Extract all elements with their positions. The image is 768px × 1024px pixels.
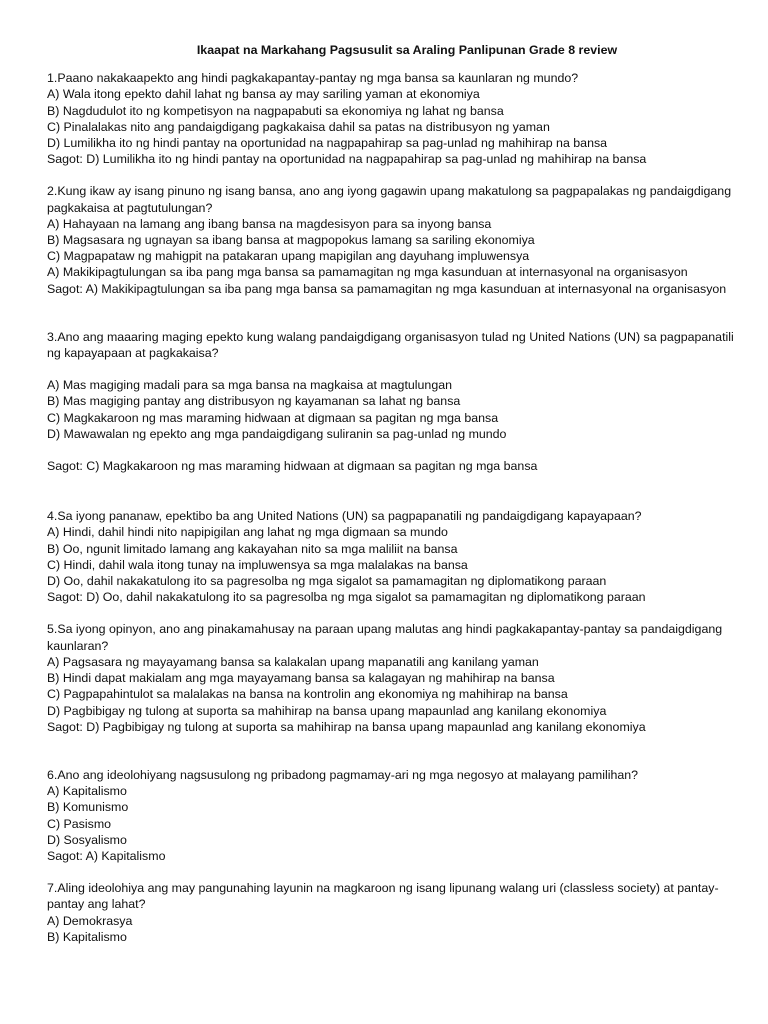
question-2 [47,183,747,296]
choice-d: D) Mawawalan ng epekto ang mga pandaigdigang suliranin sa pag-unlad ng mundo [47,426,507,441]
answer-line: Sagot: D) Pagbibigay ng tulong at suporta sa mahihirap na bansa upang mapaunlad ang kanilang ekonomiya [47,719,646,734]
question-stem: 4.Sa iyong pananaw, epektibo ba ang United Nations (UN) sa pagpapanatili ng pandaigdigang kapayapaan? [47,509,642,524]
choice-d: D) Lumilikha ito ng hindi pantay na oportunidad na nagpapahirap sa pag-unlad ng mahihirap na bansa [47,136,608,151]
question-stem: 2.Kung ikaw ay isang pinuno ng isang bansa, ano ang iyong gagawin upang makatulong sa pagpapalakas ng pandaigdigang pagkakaisa at pagtutulungan? [47,184,732,215]
answer-line: Sagot: C) Magkakaroon ng mas maraming hidwaan at digmaan sa pagitan ng mga bansa [47,459,538,474]
choice-b: B) Nagdudulot ito ng kompetisyon na nagpapabuti sa ekonomiya ng lahat ng bansa [47,103,504,118]
choice-c: C) Pinalalakas nito ang pandaigdigang pagkakaisa dahil sa patas na distribusyon ng yaman [47,119,550,134]
choice-a: A) Hahayaan na lamang ang ibang bansa na magdesisyon para sa inyong bansa [47,216,492,231]
question-stem: 6.Ano ang ideolohiyang nagsusulong ng pribadong pagmamay-ari ng mga negosyo at malayang pamilihan? [47,767,639,782]
choice-b: B) Oo, ngunit limitado lamang ang kakayahan nito sa mga maliliit na bansa [47,541,458,556]
choice-c: C) Magpapataw ng mahigpit na patakaran upang mapigilan ang dayuhang impluwensya [47,249,530,264]
question-7 [47,880,747,945]
answer-line: Sagot: A) Kapitalismo [47,848,166,863]
choice-d: D) Oo, dahil nakakatulong ito sa pagresolba ng mga sigalot sa pamamagitan ng diplomatikong paraan [47,574,607,589]
answer-line: Sagot: D) Oo, dahil nakakatulong ito sa pagresolba ng mga sigalot sa pamamagitan ng diplomatikong paraan [47,590,646,605]
choice-a: A) Mas magiging madali para sa mga bansa na magkaisa at magtulungan [47,378,452,393]
choice-a: A) Demokrasya [47,913,133,928]
question-3 [47,329,747,474]
question-stem: 7.Aling ideolohiya ang may pangunahing layunin na magkaroon ng isang lipunang walang uri (classless society) at pantay-pantay ang lahat? [47,881,719,912]
question-5 [47,621,747,734]
choice-d: A) Makikipagtulungan sa iba pang mga bansa sa pamamagitan ng mga kasunduan at internasyonal na organisasyon [47,265,688,280]
choice-b: B) Komunismo [47,800,129,815]
question-1 [47,70,747,167]
question-stem: 3.Ano ang maaaring maging epekto kung walang pandaigdigang organisasyon tulad ng United Nations (UN) sa pagpapanatili ng kapayapaan at pagkakaisa? [47,329,734,361]
choice-a: A) Kapitalismo [47,784,127,799]
question-6 [47,767,747,864]
choice-b: B) Mas magiging pantay ang distribusyon ng kayamanan sa lahat ng bansa [47,394,461,409]
choice-c: C) Pasismo [47,816,112,831]
choice-c: C) Hindi, dahil wala itong tunay na impluwensya sa mga malalakas na bansa [47,557,468,572]
document-page [47,42,747,945]
question-4 [47,508,747,605]
choice-b: B) Hindi dapat makialam ang mga mayayamang bansa sa kalagayan ng mahihirap na bansa [47,671,555,686]
document-title: Ikaapat na Markahang Pagsusulit sa Araling Panlipunan Grade 8 review [196,43,618,57]
choice-b: B) Kapitalismo [47,929,127,944]
question-stem: 5.Sa iyong opinyon, ano ang pinakamahusay na paraan upang malutas ang hindi pagkakapantay-pantay sa pandaigdigang kaunlaran? [47,622,723,653]
question-stem: 1.Paano nakakaapekto ang hindi pagkakapantay-pantay ng mga bansa sa kaunlaran ng mundo? [47,71,579,86]
choice-b: B) Magsasara ng ugnayan sa ibang bansa at magpopokus lamang sa sariling ekonomiya [47,233,535,248]
choice-a: A) Hindi, dahil hindi nito napipigilan ang lahat ng mga digmaan sa mundo [47,525,448,540]
answer-line: Sagot: D) Lumilikha ito ng hindi pantay na oportunidad na nagpapahirap sa pag-unlad ng mahihirap na bansa [47,152,647,167]
choice-a: A) Wala itong epekto dahil lahat ng bansa ay may sariling yaman at ekonomiya [47,87,480,102]
choice-a: A) Pagsasara ng mayayamang bansa sa kalakalan upang mapanatili ang kanilang yaman [47,654,539,669]
choice-d: D) Pagbibigay ng tulong at suporta sa mahihirap na bansa upang mapaunlad ang kanilang ekonomiya [47,703,607,718]
choice-d: D) Sosyalismo [47,832,127,847]
choice-c: C) Magkakaroon ng mas maraming hidwaan at digmaan sa pagitan ng mga bansa [47,410,499,425]
answer-line: Sagot: A) Makikipagtulungan sa iba pang mga bansa sa pamamagitan ng mga kasunduan at internasyonal na organisasyon [47,281,727,296]
choice-c: C) Pagpapahintulot sa malalakas na bansa na kontrolin ang ekonomiya ng mahihirap na bansa [47,687,568,702]
